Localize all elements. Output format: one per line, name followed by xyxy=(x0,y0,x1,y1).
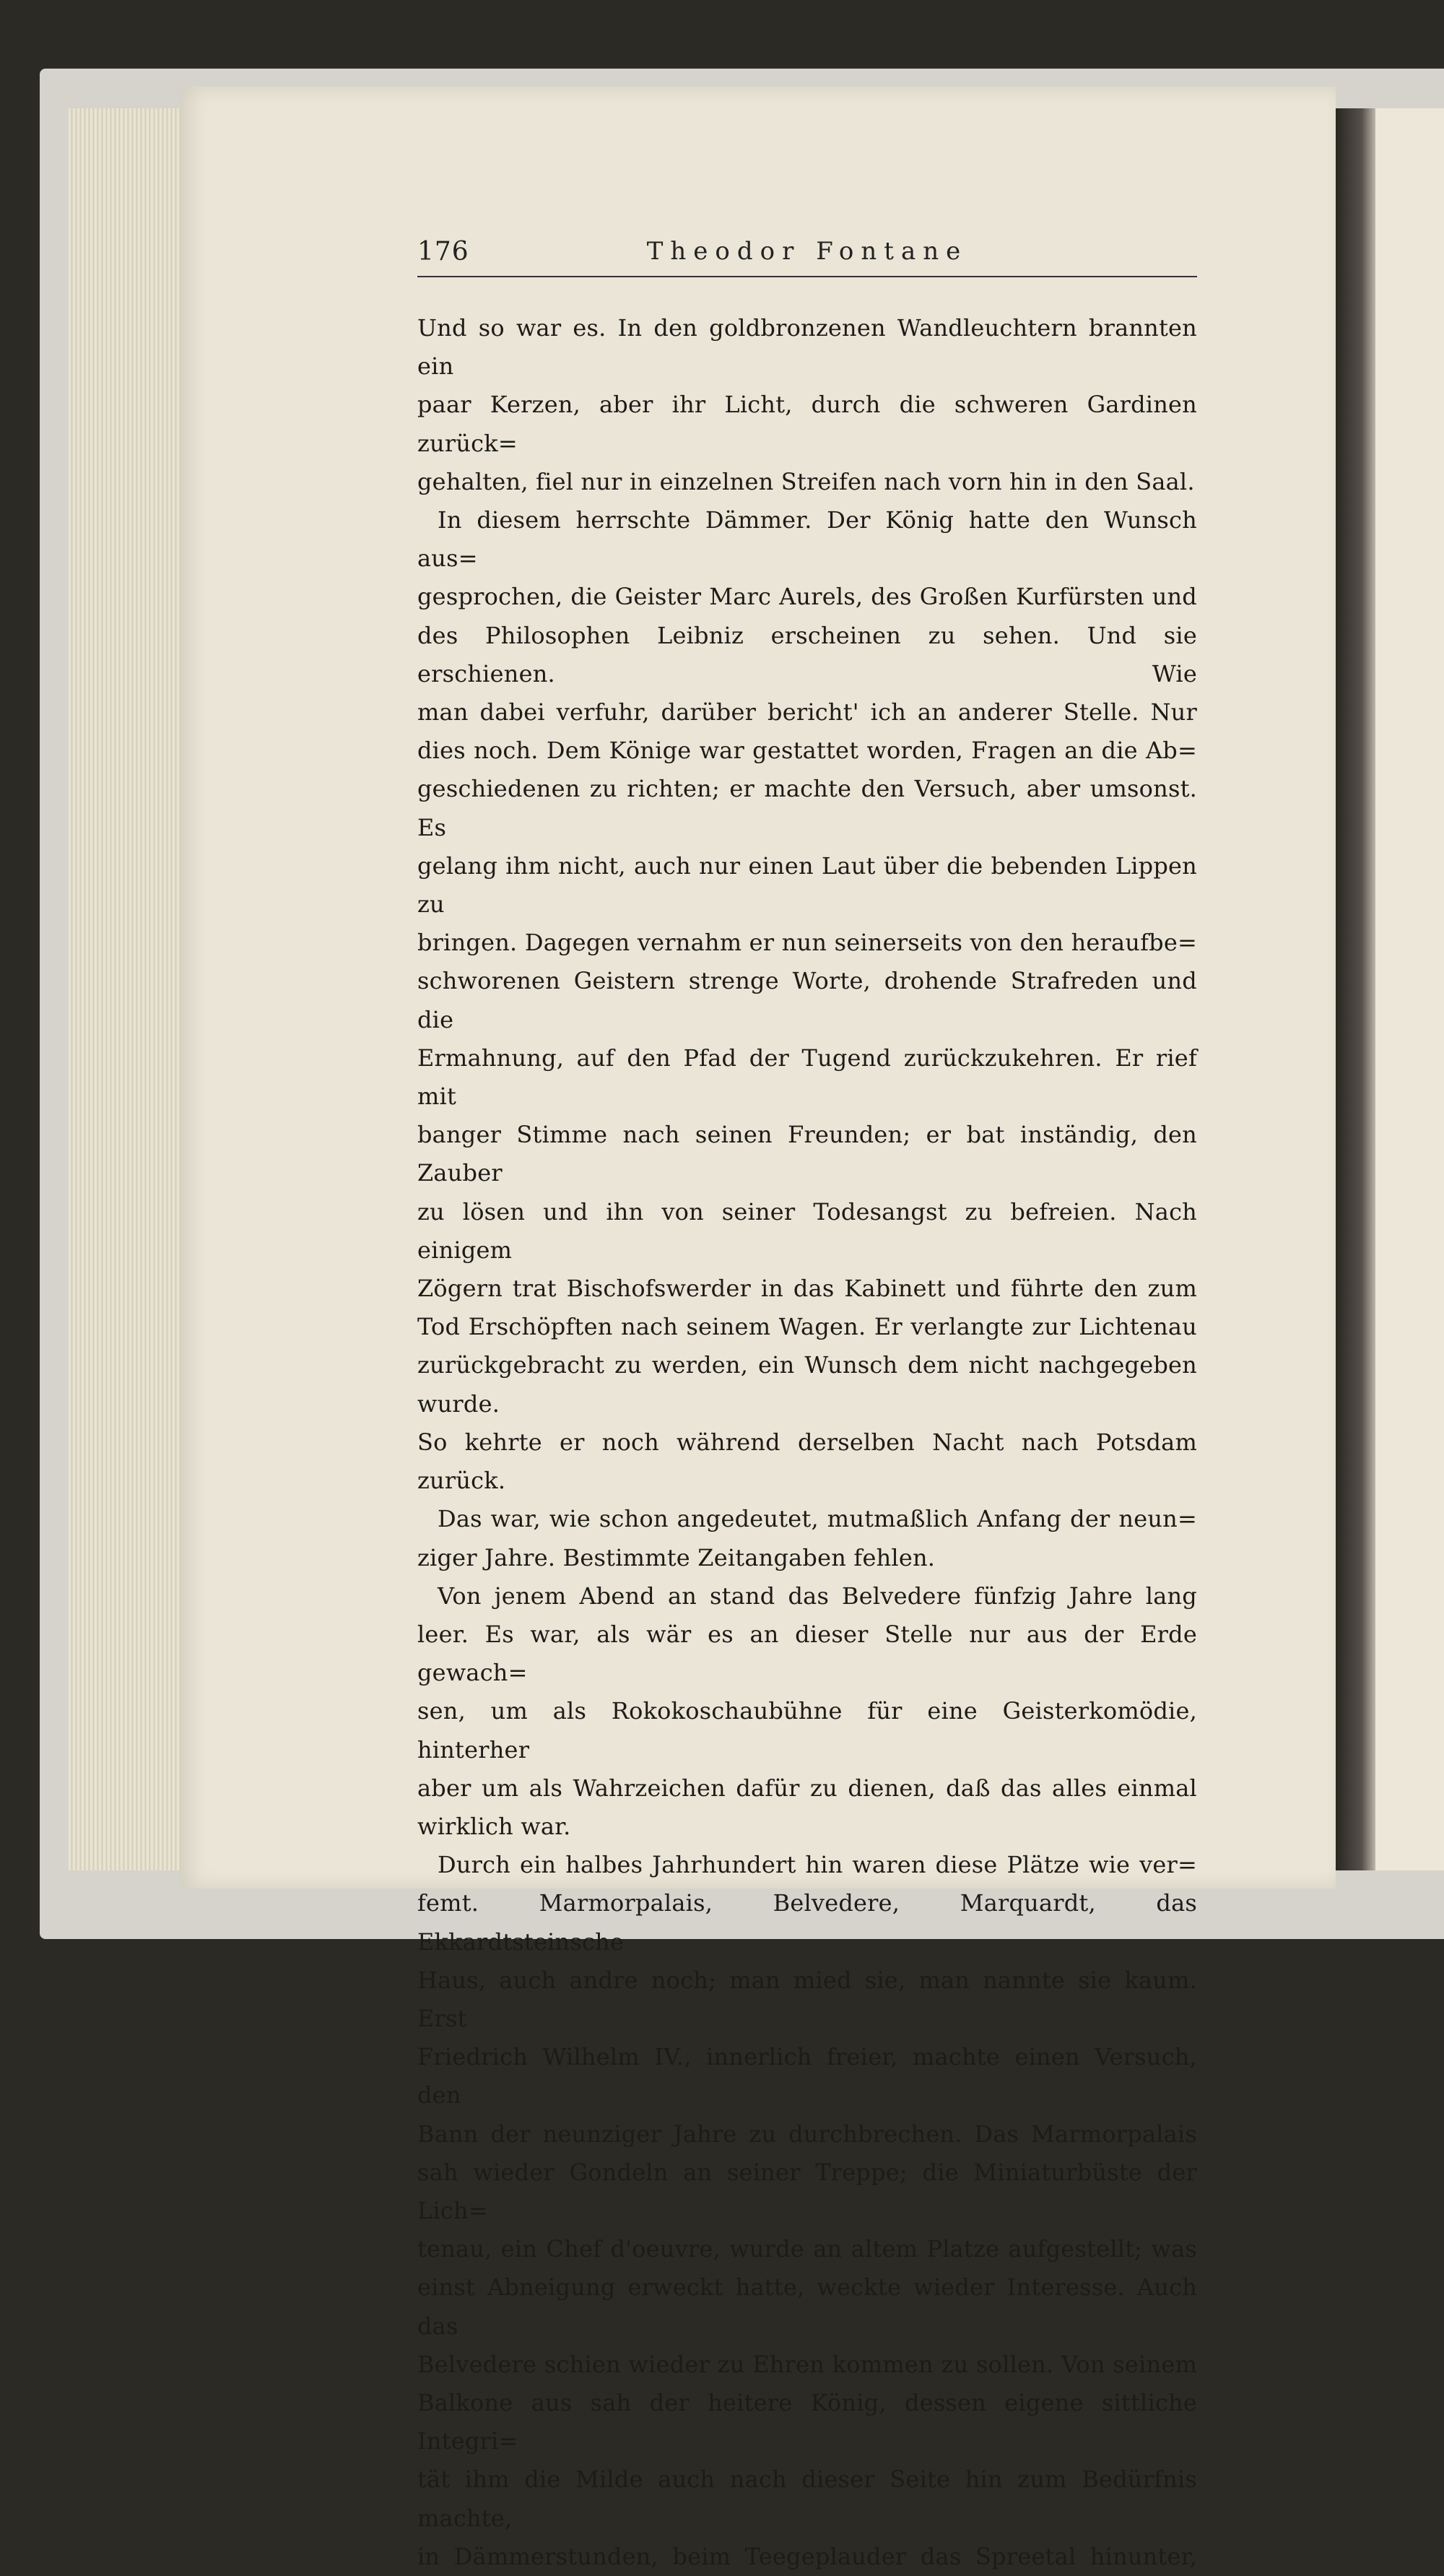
text-line: leer. Es war, als wär es an dieser Stelle nur aus der Erde gewach= xyxy=(417,1620,1197,1687)
text-line: Zögern trat Bischofswerder in das Kabinett und führte den zum xyxy=(417,1275,1197,1303)
text-line: Balkone aus sah der heitere König, dessen eigene sittliche Integri= xyxy=(417,2388,1197,2455)
text-line: schworenen Geistern strenge Worte, drohende Strafreden und die xyxy=(417,967,1197,1033)
page-number: 176 xyxy=(417,237,469,266)
text-line: gehalten, fiel nur in einzelnen Streifen nach vorn hin in den Saal. xyxy=(417,467,1195,495)
text-line: bringen. Dagegen vernahm er nun seinerseits von den heraufbe= xyxy=(417,929,1197,957)
text-line: gelang ihm nicht, auch nur einen Laut über die bebenden Lippen zu xyxy=(417,851,1197,919)
text-line: Bann der neunziger Jahre zu durchbrechen. Das Marmorpalais xyxy=(417,2120,1197,2148)
text-line: tenau, ein Chef d'oeuvre, wurde an altem Platze aufgestellt; was xyxy=(417,2235,1197,2263)
text-line: femt. Marmorpalais, Belvedere, Marquardt, das Ekkardtsteinsche xyxy=(417,1889,1197,1956)
page-header xyxy=(417,231,1197,277)
text-line: Von jenem Abend an stand das Belvedere fünfzig Jahre lang xyxy=(438,1582,1197,1610)
text-line: zurückgebracht zu werden, ein Wunsch dem nicht nachgegeben wurde. xyxy=(417,1351,1197,1418)
text-line: Ermahnung, auf den Pfad der Tugend zurückzukehren. Er rief mit xyxy=(417,1044,1197,1111)
text-line: tät ihm die Milde auch nach dieser Seite hin zum Bedürfnis machte, xyxy=(417,2466,1197,2532)
text-line: in Dämmerstunden, beim Teegeplauder das Spreetal hinunter, xyxy=(417,2542,1197,2570)
text-line: Haus, auch andre noch; man mied sie, man nannte sie kaum. Erst xyxy=(417,1966,1197,2032)
text-line: dies noch. Dem Könige war gestattet worden, Fragen an die Ab= xyxy=(417,737,1197,765)
running-title: Theodor Fontane xyxy=(646,237,968,266)
page-edges xyxy=(69,108,182,1870)
text-line: Friedrich Wilhelm IV., innerlich freier, machte einen Versuch, den xyxy=(417,2043,1197,2109)
text-line: gesprochen, die Geister Marc Aurels, des Großen Kurfürsten und xyxy=(417,583,1197,611)
text-line: So kehrte er noch während derselben Nacht nach Potsdam zurück. xyxy=(417,1428,1197,1495)
text-line: wirklich war. xyxy=(417,1812,571,1840)
text-line: Belvedere schien wieder zu Ehren kommen zu sollen. Von seinem xyxy=(417,2350,1197,2378)
text-line: ziger Jahre. Bestimmte Zeitangaben fehlen. xyxy=(417,1543,936,1571)
text-line: Tod Erschöpften nach seinem Wagen. Er verlangte zur Lichtenau xyxy=(417,1313,1197,1341)
text-line: geschiedenen zu richten; er machte den Versuch, aber umsonst. Es xyxy=(417,775,1197,841)
text-line: sah wieder Gondeln an seiner Treppe; die Miniaturbüste der Lich= xyxy=(417,2158,1197,2224)
text-line: zu lösen und ihn von seiner Todesangst zu befreien. Nach einigem xyxy=(417,1197,1197,1264)
facing-page-edge xyxy=(1375,108,1444,1870)
text-line: einst Abneigung erweckt hatte, weckte wieder Interesse. Auch das xyxy=(417,2273,1197,2340)
text-line: Das war, wie schon angedeutet, mutmaßlich Anfang der neun= xyxy=(438,1505,1197,1533)
body-text xyxy=(417,309,1197,2576)
text-line: In diesem herrschte Dämmer. Der König hatte den Wunsch aus= xyxy=(417,506,1197,573)
text-line: paar Kerzen, aber ihr Licht, durch die schweren Gardinen zurück= xyxy=(417,391,1197,457)
text-line: aber um als Wahrzeichen dafür zu dienen, daß das alles einmal xyxy=(417,1774,1197,1802)
text-line: des Philosophen Leibniz erscheinen zu sehen. Und sie erschienen. Wie xyxy=(417,621,1197,688)
text-line: man dabei verfuhr, darüber bericht' ich an anderer Stelle. Nur xyxy=(417,698,1197,727)
book-gutter xyxy=(1336,108,1379,1870)
text-line: sen, um als Rokokoschaubühne für eine Geisterkomödie, hinterher xyxy=(417,1697,1197,1764)
text-line: banger Stimme nach seinen Freunden; er bat inständig, den Zauber xyxy=(417,1121,1197,1187)
text-line: Durch ein halbes Jahrhundert hin waren diese Plätze wie ver= xyxy=(438,1851,1197,1879)
text-line: Und so war es. In den goldbronzenen Wandleuchtern brannten ein xyxy=(417,314,1197,381)
